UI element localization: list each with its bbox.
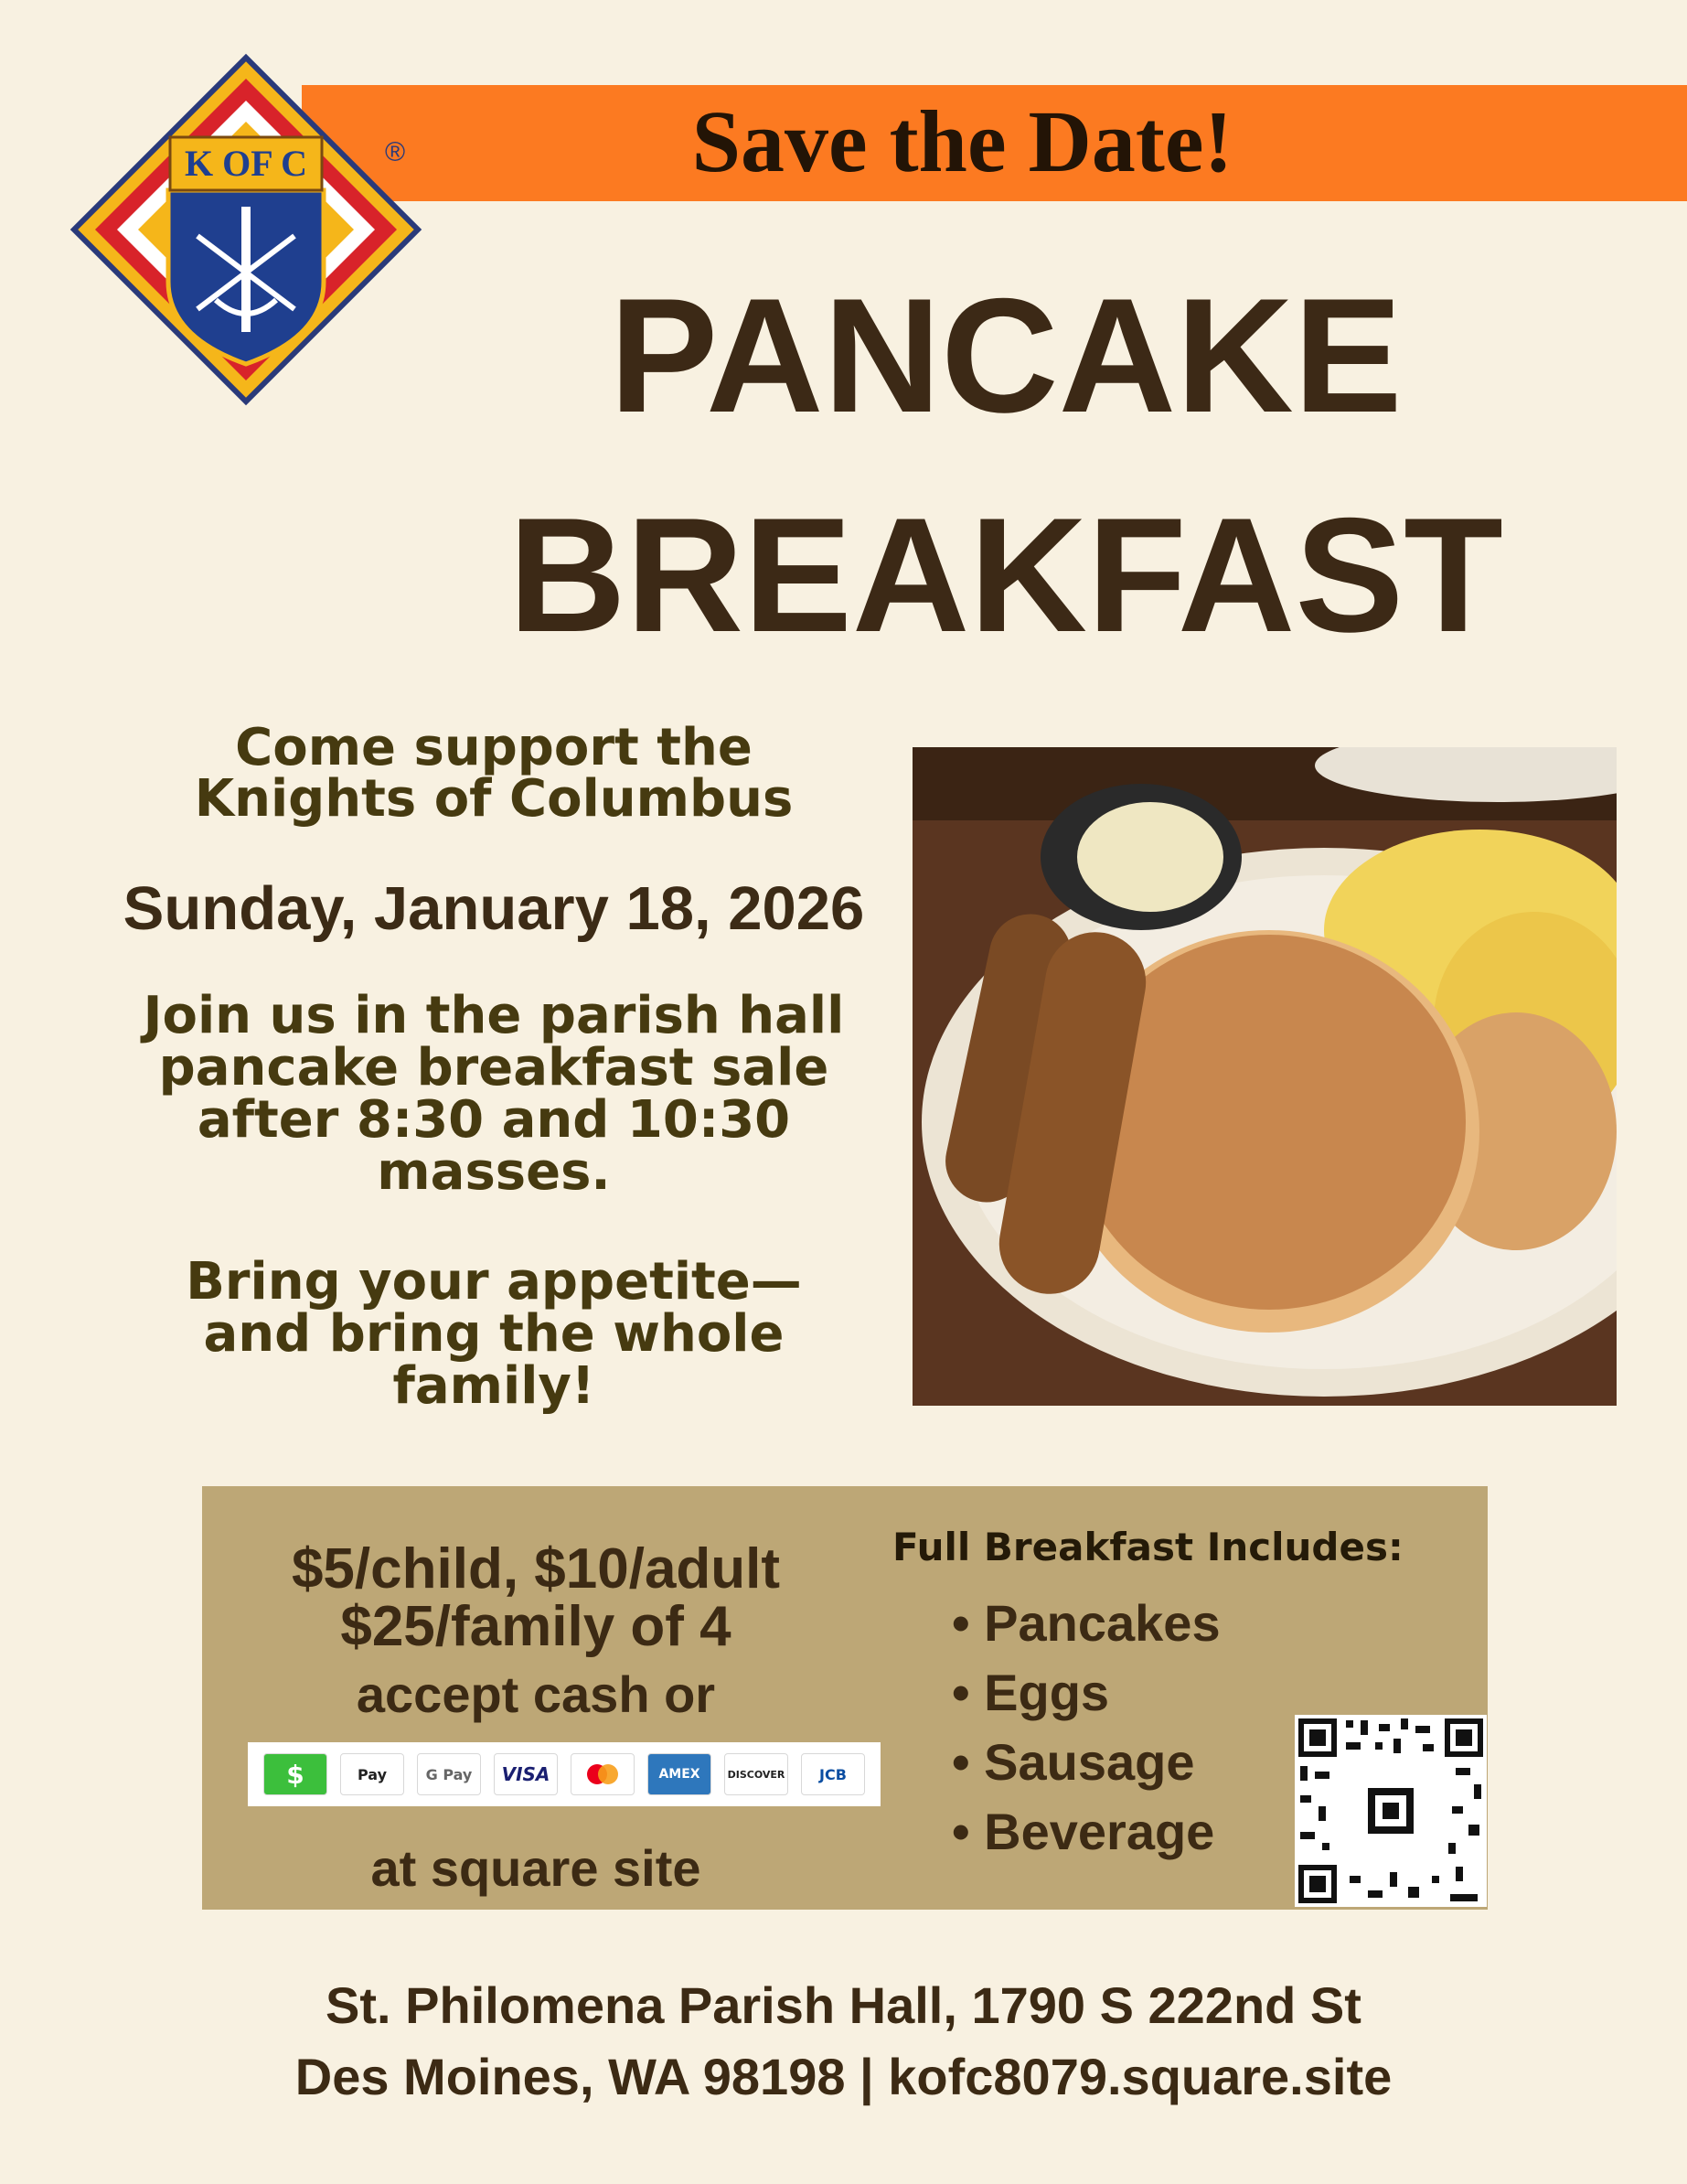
- registered-mark: ®: [385, 137, 406, 167]
- address-line-1: St. Philomena Parish Hall, 1790 S 222nd St: [326, 1976, 1361, 2034]
- title-line-2: BREAKFAST: [508, 484, 1503, 666]
- intro-line-1: Come support the: [235, 718, 753, 777]
- join-line-1: Join us in the parish hall: [143, 986, 845, 1045]
- intro-line-2: Knights of Columbus: [194, 769, 794, 829]
- pancake-breakfast-photo: [913, 747, 1617, 1406]
- join-line-2: pancake breakfast sale: [158, 1038, 829, 1097]
- price-line-2: $25/family of 4: [340, 1595, 731, 1658]
- jcb-icon: JCB: [801, 1753, 865, 1795]
- apple-pay-icon: Pay: [340, 1753, 404, 1795]
- visa-icon: VISA: [494, 1753, 558, 1795]
- price-line-3: accept cash or: [356, 1665, 716, 1723]
- includes-list: [952, 1589, 1221, 1867]
- includes-title: Full Breakfast Includes:: [892, 1525, 1404, 1569]
- pricing-panel: [202, 1486, 1488, 1910]
- event-date: Sunday, January 18, 2026: [123, 874, 865, 943]
- banner-text: Save the Date!: [691, 92, 1233, 190]
- bring-line-1: Bring your appetite—: [186, 1252, 802, 1311]
- list-item: • Eggs: [952, 1664, 1110, 1721]
- address-line-2: Des Moines, WA 98198 | kofc8079.square.site: [294, 2048, 1393, 2105]
- amex-icon: AMEX: [647, 1753, 711, 1795]
- mastercard-icon: [571, 1753, 635, 1795]
- list-item: • Sausage: [952, 1733, 1195, 1791]
- join-text: [37, 986, 951, 1202]
- list-item: • Beverage: [952, 1803, 1215, 1860]
- knights-of-columbus-logo: [69, 53, 422, 406]
- title-line-1: PANCAKE: [609, 264, 1403, 446]
- join-line-3: after 8:30 and 10:30: [197, 1090, 791, 1150]
- cash-app-icon: $: [263, 1753, 327, 1795]
- price-line-1: $5/child, $10/adult: [291, 1537, 781, 1601]
- list-item: • Pancakes: [952, 1594, 1221, 1652]
- payment-methods-strip: [248, 1742, 881, 1806]
- join-line-4: masses.: [377, 1142, 611, 1202]
- qr-code[interactable]: [1295, 1715, 1487, 1907]
- bring-line-3: family!: [392, 1356, 595, 1416]
- discover-icon: DISCOVER: [724, 1753, 788, 1795]
- bring-line-2: and bring the whole: [203, 1304, 785, 1364]
- bring-text: [37, 1252, 951, 1416]
- intro-text: [18, 718, 969, 829]
- price-line-4: at square site: [370, 1839, 701, 1897]
- google-pay-icon: G Pay: [417, 1753, 481, 1795]
- logo-text: K OF C: [184, 143, 308, 184]
- save-the-date-banner: [302, 85, 1687, 201]
